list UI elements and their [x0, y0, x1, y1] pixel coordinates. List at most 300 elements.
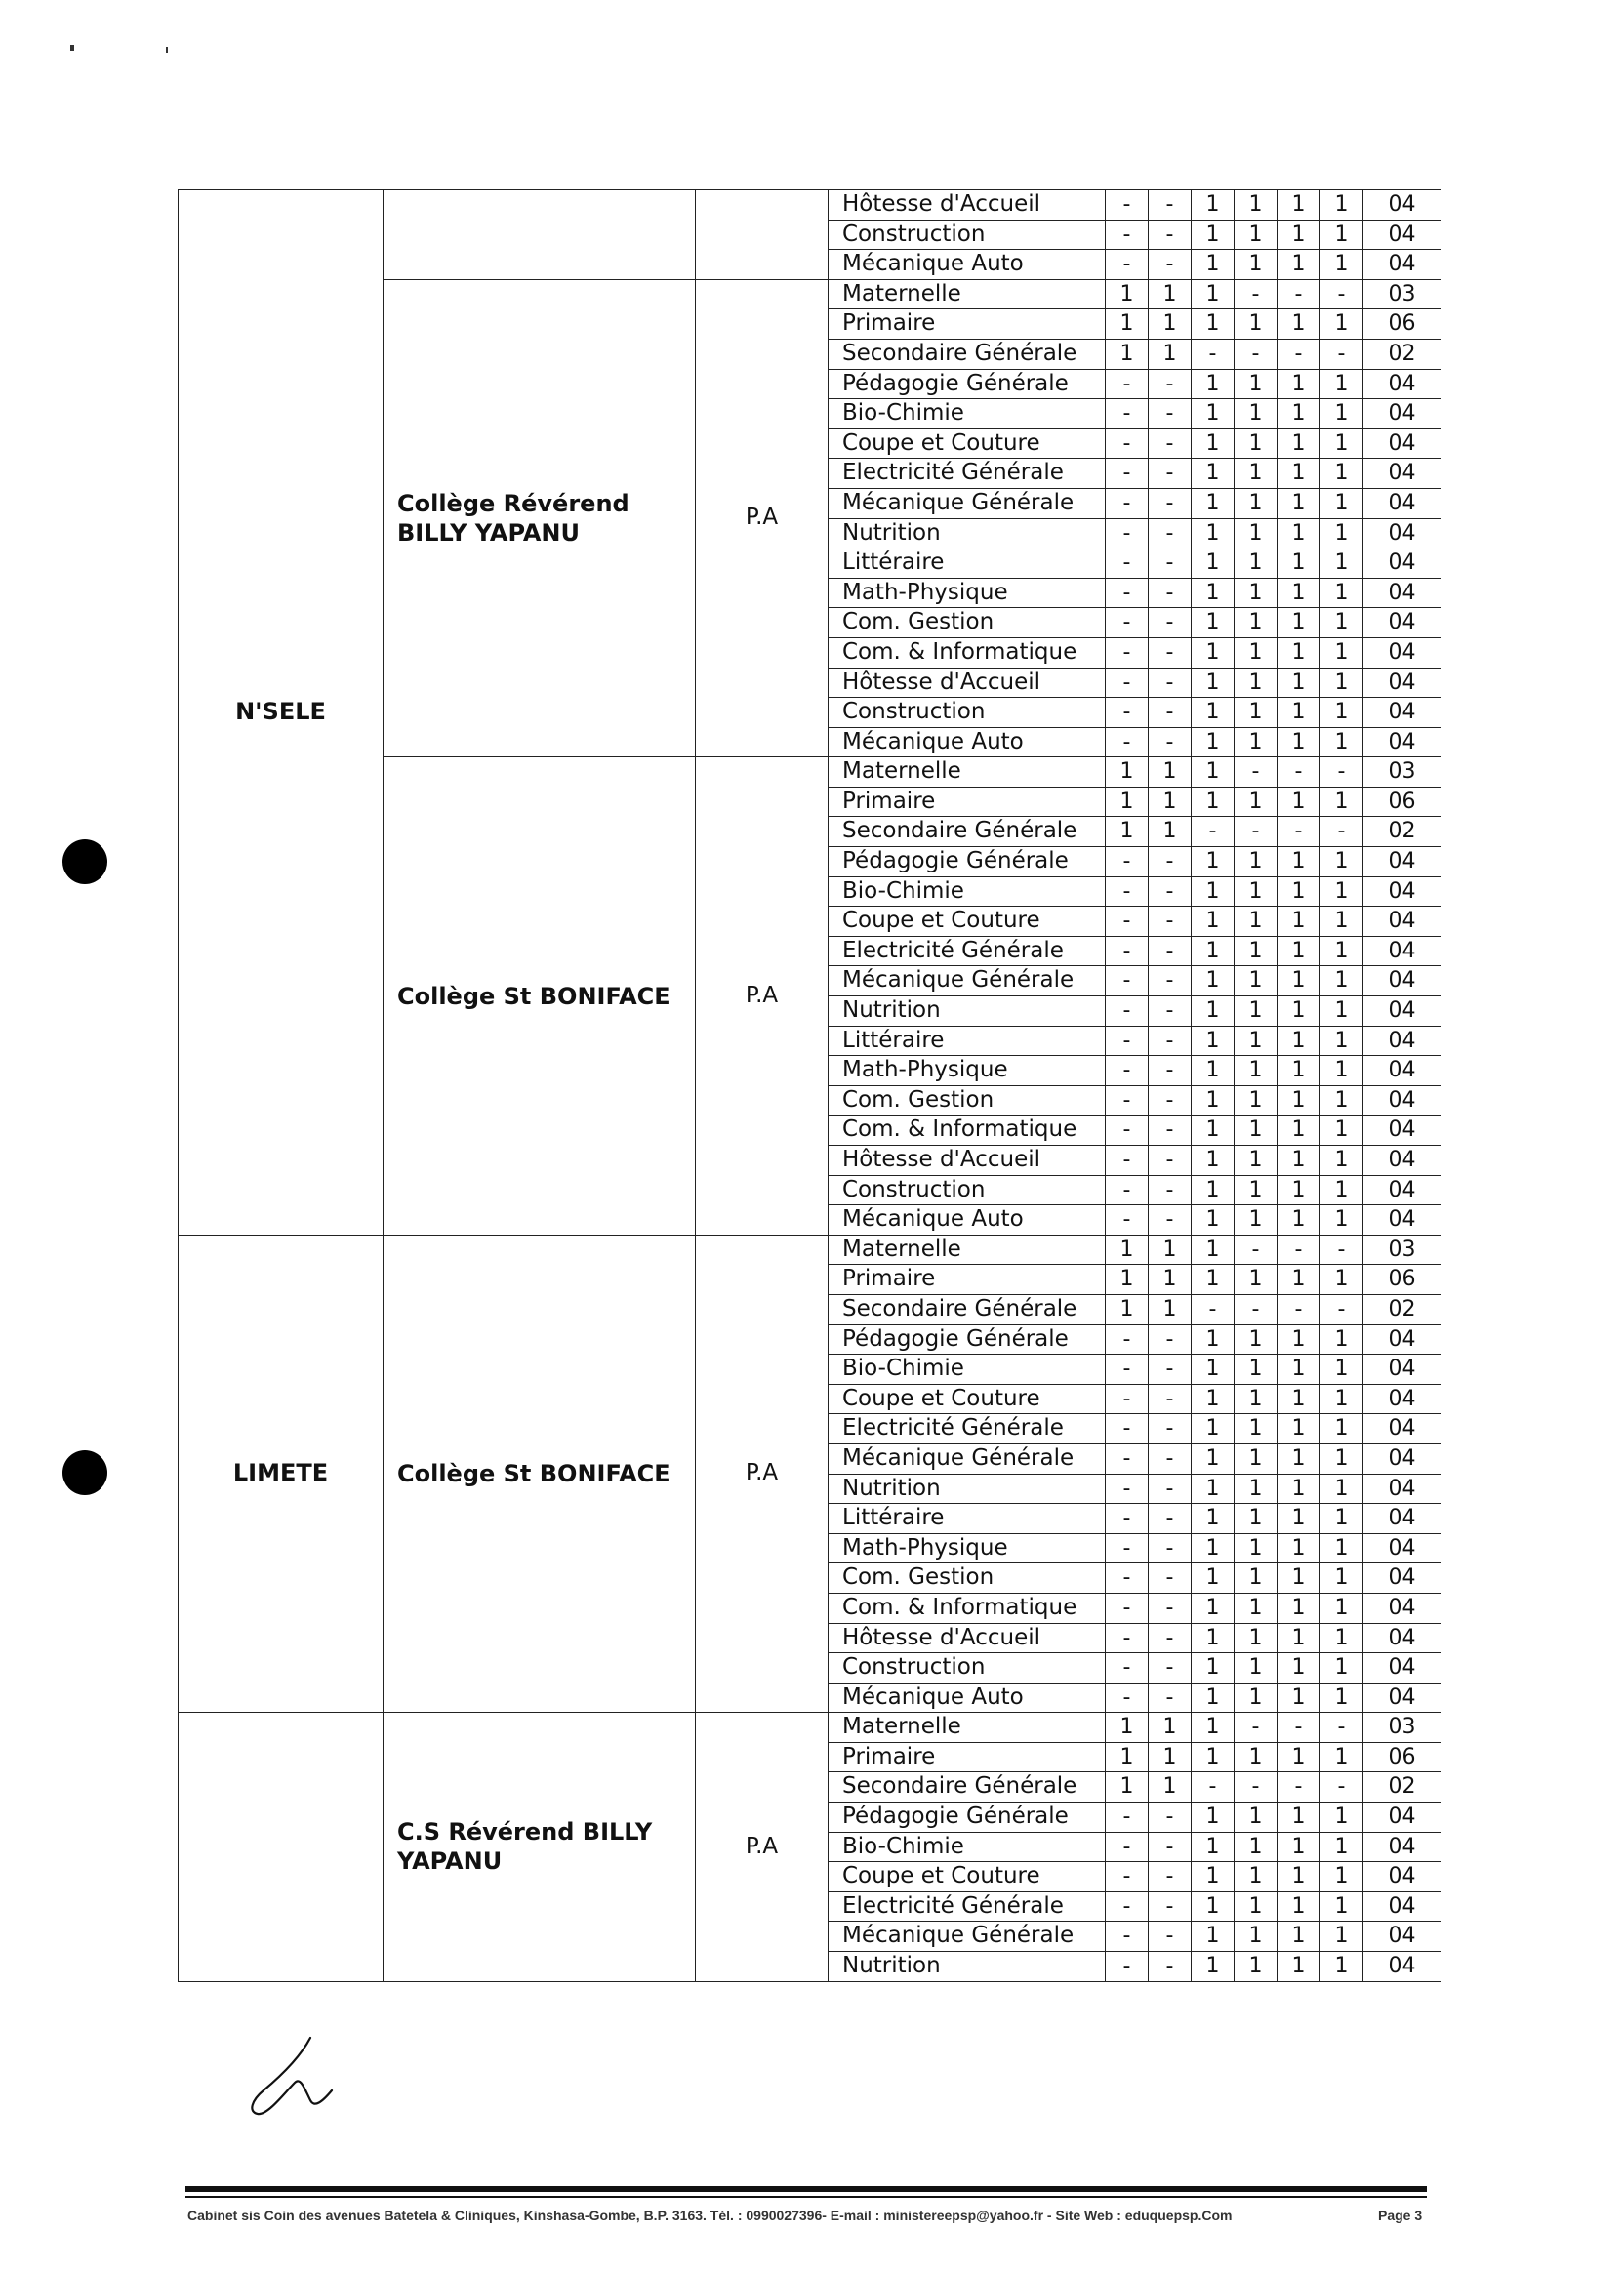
class-count-cell: 1 — [1278, 220, 1320, 250]
total-cell: 04 — [1363, 727, 1441, 757]
class-count-cell: 1 — [1235, 190, 1278, 221]
total-cell: 06 — [1363, 1742, 1441, 1772]
total-cell: 04 — [1363, 459, 1441, 489]
class-count-cell: 1 — [1192, 250, 1235, 280]
class-count-cell: - — [1149, 1952, 1192, 1982]
class-count-cell: 1 — [1320, 1414, 1363, 1444]
class-count-cell: 1 — [1192, 1952, 1235, 1982]
class-count-cell: - — [1149, 459, 1192, 489]
class-count-cell: 1 — [1192, 907, 1235, 937]
school-name-cell: C.S Révérend BILLY YAPANU — [384, 1713, 696, 1981]
class-count-cell: - — [1320, 1772, 1363, 1803]
total-cell: 04 — [1363, 220, 1441, 250]
class-count-cell: 1 — [1192, 996, 1235, 1027]
class-count-cell: 1 — [1320, 578, 1363, 608]
class-count-cell: - — [1149, 250, 1192, 280]
class-count-cell: 1 — [1278, 518, 1320, 548]
class-count-cell: 1 — [1192, 1623, 1235, 1653]
class-count-cell: 1 — [1320, 637, 1363, 668]
total-cell: 06 — [1363, 309, 1441, 340]
class-count-cell: 1 — [1278, 1533, 1320, 1563]
option-cell: Com. Gestion — [829, 608, 1106, 638]
footer-rule — [185, 2186, 1427, 2192]
class-count-cell: 1 — [1192, 459, 1235, 489]
class-count-cell: - — [1106, 518, 1149, 548]
class-count-cell: 1 — [1320, 459, 1363, 489]
option-cell: Construction — [829, 1653, 1106, 1684]
class-count-cell: 1 — [1320, 1742, 1363, 1772]
class-count-cell: 1 — [1320, 1205, 1363, 1236]
class-count-cell: - — [1149, 428, 1192, 459]
total-cell: 06 — [1363, 1265, 1441, 1295]
class-count-cell: 1 — [1192, 1922, 1235, 1952]
class-count-cell: 1 — [1192, 428, 1235, 459]
class-count-cell: 1 — [1106, 1772, 1149, 1803]
class-count-cell: 1 — [1278, 369, 1320, 399]
class-count-cell: - — [1149, 220, 1192, 250]
class-count-cell: 1 — [1278, 1504, 1320, 1534]
total-cell: 04 — [1363, 488, 1441, 518]
class-count-cell: 1 — [1235, 608, 1278, 638]
class-count-cell: - — [1278, 817, 1320, 847]
class-count-cell: - — [1149, 1474, 1192, 1504]
class-count-cell: 1 — [1235, 1922, 1278, 1952]
class-count-cell: 1 — [1235, 1952, 1278, 1982]
class-count-cell: 1 — [1320, 1056, 1363, 1086]
class-count-cell: - — [1106, 1355, 1149, 1385]
option-cell: Mécanique Auto — [829, 727, 1106, 757]
class-count-cell: - — [1235, 1772, 1278, 1803]
class-count-cell: 1 — [1235, 1355, 1278, 1385]
total-cell: 04 — [1363, 966, 1441, 996]
total-cell: 04 — [1363, 1683, 1441, 1713]
option-cell: Littéraire — [829, 1504, 1106, 1534]
option-cell: Primaire — [829, 309, 1106, 340]
class-count-cell: - — [1106, 1862, 1149, 1892]
class-count-cell: 1 — [1278, 966, 1320, 996]
class-count-cell: 1 — [1149, 1265, 1192, 1295]
class-count-cell: 1 — [1106, 339, 1149, 369]
class-count-cell: - — [1149, 966, 1192, 996]
class-count-cell: 1 — [1192, 1085, 1235, 1116]
school-name-cell: Collège St BONIFACE — [384, 1235, 696, 1713]
commune-cell: N'SELE — [179, 190, 384, 1236]
class-count-cell: 1 — [1278, 1085, 1320, 1116]
option-cell: Coupe et Couture — [829, 907, 1106, 937]
class-count-cell: 1 — [1235, 1533, 1278, 1563]
class-count-cell: 1 — [1235, 220, 1278, 250]
class-count-cell: - — [1149, 1324, 1192, 1355]
class-count-cell: 1 — [1235, 369, 1278, 399]
class-count-cell: 1 — [1235, 1026, 1278, 1056]
class-count-cell: 1 — [1320, 1922, 1363, 1952]
class-count-cell: - — [1106, 1443, 1149, 1474]
class-count-cell: 1 — [1320, 1384, 1363, 1414]
total-cell: 04 — [1363, 996, 1441, 1027]
class-count-cell: 1 — [1192, 369, 1235, 399]
class-count-cell: 1 — [1192, 757, 1235, 788]
school-type-cell — [696, 190, 829, 280]
class-count-cell: 1 — [1192, 1235, 1235, 1265]
total-cell: 04 — [1363, 190, 1441, 221]
option-cell: Pédagogie Générale — [829, 1803, 1106, 1833]
class-count-cell: 1 — [1235, 1803, 1278, 1833]
class-count-cell: 1 — [1320, 1623, 1363, 1653]
total-cell: 04 — [1363, 578, 1441, 608]
class-count-cell: 1 — [1149, 1742, 1192, 1772]
class-count-cell: 1 — [1320, 428, 1363, 459]
class-count-cell: - — [1320, 817, 1363, 847]
class-count-cell: - — [1106, 727, 1149, 757]
class-count-cell: 1 — [1106, 1742, 1149, 1772]
class-count-cell: - — [1106, 1891, 1149, 1922]
class-count-cell: 1 — [1278, 548, 1320, 579]
class-count-cell: - — [1149, 637, 1192, 668]
option-cell: Pédagogie Générale — [829, 847, 1106, 877]
option-cell: Nutrition — [829, 1474, 1106, 1504]
class-count-cell: - — [1106, 578, 1149, 608]
class-count-cell: 1 — [1278, 1563, 1320, 1594]
signature-icon — [242, 2032, 349, 2120]
class-count-cell: - — [1149, 847, 1192, 877]
class-count-cell: 1 — [1106, 817, 1149, 847]
class-count-cell: 1 — [1235, 1056, 1278, 1086]
option-cell: Com. & Informatique — [829, 1593, 1106, 1623]
class-count-cell: - — [1106, 1175, 1149, 1205]
class-count-cell: 1 — [1235, 1623, 1278, 1653]
class-count-cell: 1 — [1320, 668, 1363, 698]
class-count-cell: - — [1149, 488, 1192, 518]
class-count-cell: 1 — [1235, 847, 1278, 877]
class-count-cell: - — [1106, 1922, 1149, 1952]
class-count-cell: 1 — [1278, 428, 1320, 459]
page-number: Page 3 — [1378, 2208, 1423, 2223]
class-count-cell: 1 — [1320, 1803, 1363, 1833]
class-count-cell: - — [1192, 339, 1235, 369]
class-count-cell: - — [1106, 637, 1149, 668]
total-cell: 04 — [1363, 1623, 1441, 1653]
class-count-cell: 1 — [1235, 966, 1278, 996]
class-count-cell: 1 — [1106, 1294, 1149, 1324]
class-count-cell: 1 — [1278, 1832, 1320, 1862]
class-count-cell: - — [1149, 1384, 1192, 1414]
class-count-cell: 1 — [1235, 548, 1278, 579]
class-count-cell: - — [1235, 339, 1278, 369]
option-cell: Electricité Générale — [829, 1891, 1106, 1922]
class-count-cell: 1 — [1149, 1772, 1192, 1803]
option-cell: Mécanique Auto — [829, 1683, 1106, 1713]
total-cell: 04 — [1363, 1324, 1441, 1355]
class-count-cell: 1 — [1278, 1026, 1320, 1056]
class-count-cell: - — [1149, 936, 1192, 966]
option-cell: Com. Gestion — [829, 1085, 1106, 1116]
scan-mark — [166, 47, 168, 53]
total-cell: 06 — [1363, 787, 1441, 817]
class-count-cell: 1 — [1192, 1265, 1235, 1295]
class-count-cell: 1 — [1320, 1504, 1363, 1534]
option-cell: Littéraire — [829, 1026, 1106, 1056]
option-cell: Secondaire Générale — [829, 339, 1106, 369]
class-count-cell: - — [1149, 1653, 1192, 1684]
class-count-cell: 1 — [1192, 548, 1235, 579]
total-cell: 04 — [1363, 876, 1441, 907]
option-cell: Construction — [829, 698, 1106, 728]
total-cell: 04 — [1363, 548, 1441, 579]
class-count-cell: - — [1106, 907, 1149, 937]
class-count-cell: 1 — [1320, 936, 1363, 966]
class-count-cell: 1 — [1278, 250, 1320, 280]
class-count-cell: 1 — [1106, 1235, 1149, 1265]
class-count-cell: - — [1149, 1085, 1192, 1116]
class-count-cell: 1 — [1278, 1623, 1320, 1653]
class-count-cell: - — [1320, 1713, 1363, 1743]
class-count-cell: 1 — [1278, 1265, 1320, 1295]
class-count-cell: 1 — [1278, 1891, 1320, 1922]
class-count-cell: 1 — [1278, 847, 1320, 877]
total-cell: 03 — [1363, 1235, 1441, 1265]
class-count-cell: 1 — [1235, 876, 1278, 907]
class-count-cell: 1 — [1320, 1355, 1363, 1385]
class-count-cell: 1 — [1278, 1593, 1320, 1623]
class-count-cell: 1 — [1235, 1653, 1278, 1684]
commune-cell: LIMETE — [179, 1235, 384, 1713]
class-count-cell: - — [1106, 548, 1149, 579]
total-cell: 04 — [1363, 428, 1441, 459]
class-count-cell: 1 — [1192, 1175, 1235, 1205]
class-count-cell: - — [1149, 1146, 1192, 1176]
class-count-cell: - — [1235, 1713, 1278, 1743]
total-cell: 04 — [1363, 1891, 1441, 1922]
option-cell: Construction — [829, 1175, 1106, 1205]
class-count-cell: 1 — [1320, 727, 1363, 757]
option-cell: Construction — [829, 220, 1106, 250]
class-count-cell: - — [1149, 1832, 1192, 1862]
class-count-cell: 1 — [1278, 399, 1320, 429]
class-count-cell: - — [1149, 1593, 1192, 1623]
class-count-cell: 1 — [1235, 1265, 1278, 1295]
option-cell: Maternelle — [829, 279, 1106, 309]
class-count-cell: 1 — [1235, 1742, 1278, 1772]
class-count-cell: 1 — [1192, 787, 1235, 817]
class-count-cell: - — [1235, 1235, 1278, 1265]
class-count-cell: - — [1106, 428, 1149, 459]
class-count-cell: - — [1278, 1713, 1320, 1743]
class-count-cell: - — [1106, 399, 1149, 429]
class-count-cell: 1 — [1192, 1474, 1235, 1504]
punch-hole-icon — [62, 839, 107, 884]
class-count-cell: - — [1149, 1891, 1192, 1922]
class-count-cell: 1 — [1320, 1952, 1363, 1982]
option-cell: Com. & Informatique — [829, 637, 1106, 668]
class-count-cell: - — [1106, 1414, 1149, 1444]
option-cell: Coupe et Couture — [829, 428, 1106, 459]
option-cell: Secondaire Générale — [829, 817, 1106, 847]
class-count-cell: 1 — [1320, 996, 1363, 1027]
class-count-cell: 1 — [1320, 220, 1363, 250]
class-count-cell: 1 — [1235, 637, 1278, 668]
class-count-cell: - — [1106, 1653, 1149, 1684]
class-count-cell: 1 — [1278, 1922, 1320, 1952]
class-count-cell: 1 — [1192, 1116, 1235, 1146]
class-count-cell: 1 — [1235, 1146, 1278, 1176]
class-count-cell: - — [1149, 578, 1192, 608]
class-count-cell: - — [1278, 1235, 1320, 1265]
class-count-cell: - — [1149, 1026, 1192, 1056]
class-count-cell: 1 — [1278, 578, 1320, 608]
class-count-cell: 1 — [1235, 787, 1278, 817]
class-count-cell: 1 — [1149, 1294, 1192, 1324]
class-count-cell: - — [1106, 1474, 1149, 1504]
option-cell: Bio-Chimie — [829, 876, 1106, 907]
class-count-cell: 1 — [1149, 339, 1192, 369]
class-count-cell: 1 — [1278, 1116, 1320, 1146]
class-count-cell: - — [1320, 1294, 1363, 1324]
class-count-cell: 1 — [1149, 817, 1192, 847]
table-row — [179, 1235, 1441, 1265]
class-count-cell: - — [1106, 190, 1149, 221]
class-count-cell: 1 — [1192, 1862, 1235, 1892]
class-count-cell: 1 — [1235, 668, 1278, 698]
class-count-cell: 1 — [1192, 1205, 1235, 1236]
class-count-cell: 1 — [1320, 966, 1363, 996]
class-count-cell: 1 — [1192, 1563, 1235, 1594]
class-count-cell: 1 — [1320, 608, 1363, 638]
class-count-cell: 1 — [1320, 1474, 1363, 1504]
total-cell: 04 — [1363, 1085, 1441, 1116]
class-count-cell: - — [1149, 548, 1192, 579]
class-count-cell: - — [1278, 1294, 1320, 1324]
class-count-cell: - — [1106, 250, 1149, 280]
class-count-cell: - — [1106, 1563, 1149, 1594]
class-count-cell: 1 — [1192, 190, 1235, 221]
total-cell: 04 — [1363, 1952, 1441, 1982]
class-count-cell: - — [1106, 1623, 1149, 1653]
option-cell: Math-Physique — [829, 578, 1106, 608]
option-cell: Electricité Générale — [829, 459, 1106, 489]
class-count-cell: 1 — [1192, 1324, 1235, 1355]
option-cell: Maternelle — [829, 757, 1106, 788]
total-cell: 04 — [1363, 1504, 1441, 1534]
total-cell: 04 — [1363, 1116, 1441, 1146]
option-cell: Nutrition — [829, 996, 1106, 1027]
class-count-cell: 1 — [1320, 1862, 1363, 1892]
class-count-cell: 1 — [1278, 1056, 1320, 1086]
option-cell: Maternelle — [829, 1713, 1106, 1743]
class-count-cell: 1 — [1235, 698, 1278, 728]
class-count-cell: - — [1149, 1922, 1192, 1952]
class-count-cell: 1 — [1235, 518, 1278, 548]
class-count-cell: 1 — [1192, 1384, 1235, 1414]
total-cell: 04 — [1363, 847, 1441, 877]
class-count-cell: 1 — [1320, 1533, 1363, 1563]
class-count-cell: - — [1149, 668, 1192, 698]
class-count-cell: 1 — [1320, 309, 1363, 340]
option-cell: Math-Physique — [829, 1056, 1106, 1086]
total-cell: 04 — [1363, 1056, 1441, 1086]
option-cell: Hôtesse d'Accueil — [829, 1623, 1106, 1653]
school-name-cell: Collège Révérend BILLY YAPANU — [384, 279, 696, 757]
option-cell: Com. Gestion — [829, 1563, 1106, 1594]
class-count-cell: 1 — [1192, 847, 1235, 877]
class-count-cell: 1 — [1192, 1533, 1235, 1563]
total-cell: 04 — [1363, 698, 1441, 728]
class-count-cell: 1 — [1235, 1832, 1278, 1862]
class-count-cell: 1 — [1278, 668, 1320, 698]
option-cell: Nutrition — [829, 518, 1106, 548]
total-cell: 02 — [1363, 339, 1441, 369]
class-count-cell: 1 — [1320, 1116, 1363, 1146]
class-count-cell: 1 — [1278, 1175, 1320, 1205]
class-count-cell: 1 — [1320, 1146, 1363, 1176]
class-count-cell: 1 — [1106, 757, 1149, 788]
option-cell: Coupe et Couture — [829, 1384, 1106, 1414]
class-count-cell: 1 — [1320, 1891, 1363, 1922]
class-count-cell: - — [1149, 1056, 1192, 1086]
class-count-cell: 1 — [1106, 1713, 1149, 1743]
class-count-cell: - — [1235, 817, 1278, 847]
school-type-cell: P.A — [696, 1713, 829, 1981]
option-cell: Primaire — [829, 1742, 1106, 1772]
total-cell: 04 — [1363, 1355, 1441, 1385]
class-count-cell: 1 — [1192, 1683, 1235, 1713]
class-count-cell: 1 — [1278, 876, 1320, 907]
class-count-cell: 1 — [1192, 1504, 1235, 1534]
class-count-cell: - — [1278, 279, 1320, 309]
class-count-cell: 1 — [1149, 787, 1192, 817]
class-count-cell: - — [1149, 190, 1192, 221]
total-cell: 04 — [1363, 1414, 1441, 1444]
class-count-cell: - — [1149, 518, 1192, 548]
punch-hole-icon — [62, 1450, 107, 1495]
total-cell: 03 — [1363, 1713, 1441, 1743]
total-cell: 04 — [1363, 668, 1441, 698]
class-count-cell: 1 — [1235, 936, 1278, 966]
class-count-cell: 1 — [1278, 1146, 1320, 1176]
class-count-cell: 1 — [1192, 1146, 1235, 1176]
total-cell: 04 — [1363, 1384, 1441, 1414]
total-cell: 04 — [1363, 518, 1441, 548]
class-count-cell: - — [1106, 698, 1149, 728]
class-count-cell: 1 — [1192, 637, 1235, 668]
class-count-cell: 1 — [1192, 876, 1235, 907]
class-count-cell: 1 — [1320, 1443, 1363, 1474]
class-count-cell: 1 — [1235, 1085, 1278, 1116]
class-count-cell: - — [1106, 1384, 1149, 1414]
class-count-cell: - — [1149, 1443, 1192, 1474]
class-count-cell: - — [1106, 996, 1149, 1027]
total-cell: 04 — [1363, 1146, 1441, 1176]
option-cell: Bio-Chimie — [829, 399, 1106, 429]
class-count-cell: 1 — [1235, 428, 1278, 459]
class-count-cell: 1 — [1149, 1713, 1192, 1743]
total-cell: 03 — [1363, 757, 1441, 788]
class-count-cell: - — [1149, 1623, 1192, 1653]
class-count-cell: 1 — [1149, 279, 1192, 309]
class-count-cell: 1 — [1320, 907, 1363, 937]
class-count-cell: 1 — [1192, 1056, 1235, 1086]
class-count-cell: 1 — [1235, 1384, 1278, 1414]
option-cell: Pédagogie Générale — [829, 369, 1106, 399]
option-cell: Bio-Chimie — [829, 1832, 1106, 1862]
option-cell: Hôtesse d'Accueil — [829, 668, 1106, 698]
class-count-cell: 1 — [1278, 1324, 1320, 1355]
class-count-cell: - — [1278, 757, 1320, 788]
class-count-cell: - — [1106, 966, 1149, 996]
class-count-cell: 1 — [1192, 1414, 1235, 1444]
class-count-cell: - — [1149, 907, 1192, 937]
class-count-cell: - — [1149, 1862, 1192, 1892]
class-count-cell: 1 — [1320, 488, 1363, 518]
